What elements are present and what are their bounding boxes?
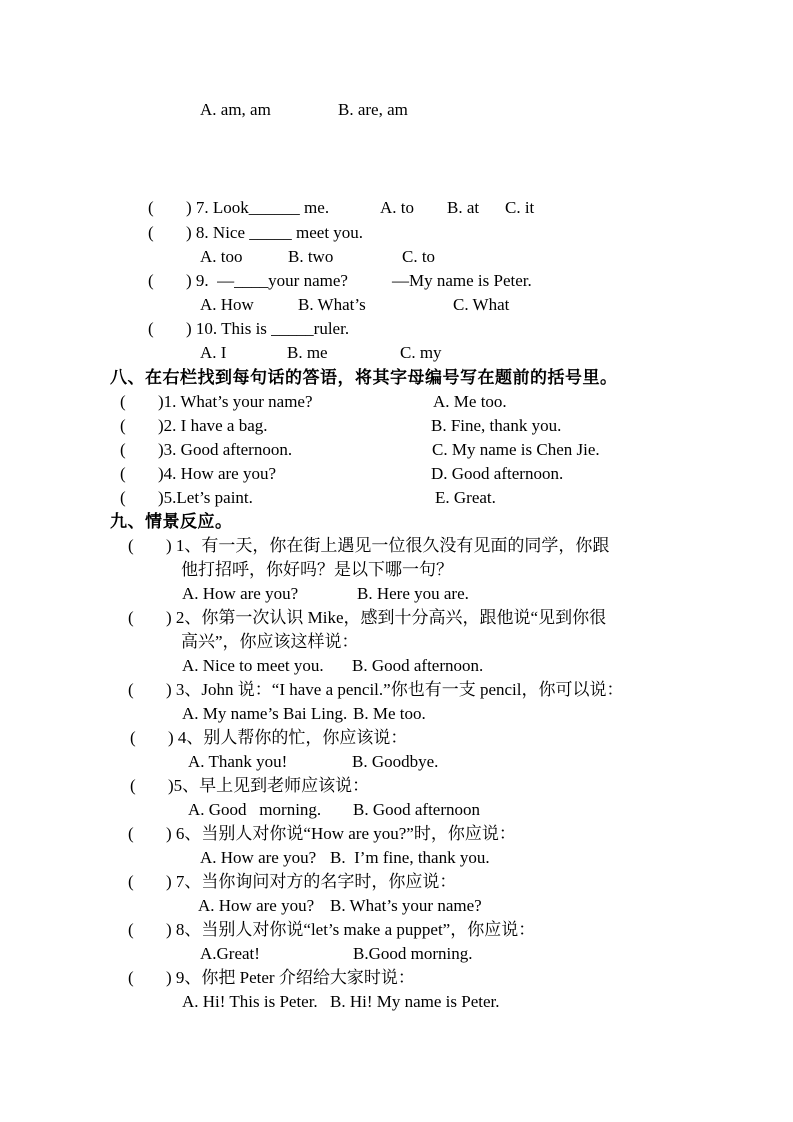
mcq-q9-option-b: B. What’s bbox=[298, 295, 366, 314]
answer-paren: ( bbox=[130, 728, 136, 747]
match-question-5: )5.Let’s paint. bbox=[158, 488, 253, 507]
situation-q5-options-line bbox=[0, 798, 793, 822]
mcq-q10-option-a: A. I bbox=[200, 343, 227, 362]
situation-q4-text: ) 4、别人帮你的忙，你应该说： bbox=[168, 728, 408, 747]
answer-paren: ( bbox=[128, 920, 134, 939]
match-answer-e: E. Great. bbox=[435, 488, 496, 507]
answer-paren: ( bbox=[120, 464, 126, 483]
match-question-4: )4. How are you? bbox=[158, 464, 277, 483]
answer-paren: ( bbox=[120, 440, 126, 459]
situation-q1-line2 bbox=[0, 558, 793, 582]
situation-q2-text-cont: 高兴”，你应该这样说： bbox=[181, 632, 359, 651]
situation-q6-option-b: B. I’m fine, thank you. bbox=[330, 848, 490, 867]
situation-q3-text: ) 3、John 说：“I have a pencil.”你也有一支 pencil，你可以说： bbox=[166, 680, 624, 699]
situation-q2-line2 bbox=[0, 630, 793, 654]
answer-paren: ( bbox=[128, 608, 134, 627]
situation-q6-line1 bbox=[0, 822, 793, 846]
answer-paren: ( bbox=[148, 223, 154, 242]
match-row-4 bbox=[0, 462, 793, 486]
answer-paren: ( bbox=[128, 824, 134, 843]
situation-q1-options-line bbox=[0, 582, 793, 606]
mcq-q10-option-c: C. my bbox=[400, 343, 442, 362]
situation-q5-option-b: B. Good afternoon bbox=[353, 800, 481, 819]
situation-q3-line1 bbox=[0, 678, 793, 702]
situation-q4-line1 bbox=[0, 726, 793, 750]
mcq-q10-option-b: B. me bbox=[287, 343, 328, 362]
situation-q9-option-b: B. Hi! My name is Peter. bbox=[330, 992, 500, 1011]
situation-q1-option-a: A. How are you? bbox=[182, 584, 299, 603]
answer-paren: ( bbox=[128, 968, 134, 987]
situation-q1-text-cont: 他打招呼，你好吗？是以下哪一句？ bbox=[181, 560, 453, 579]
answer-paren: ( bbox=[130, 776, 136, 795]
carryover-option-b: B. are, am bbox=[338, 100, 408, 119]
situation-q6-option-a: A. How are you? bbox=[200, 848, 317, 867]
situation-q9-text: ) 9、你把 Peter 介绍给大家时说： bbox=[166, 968, 415, 987]
situation-q2-text: ) 2、你第一次认识 Mike，感到十分高兴，跟他说“见到你很 bbox=[166, 608, 607, 627]
situation-q5-text: )5、早上见到老师应该说： bbox=[168, 776, 370, 795]
situation-q2-option-b: B. Good afternoon. bbox=[352, 656, 484, 675]
situation-q7-text: ) 7、当你询问对方的名字时，你应说： bbox=[166, 872, 457, 891]
situation-q9-option-a: A. Hi! This is Peter. bbox=[182, 992, 318, 1011]
situation-q1-option-b: B. Here you are. bbox=[357, 584, 469, 603]
mcq-q9-text: ) 9. —____your name? bbox=[186, 271, 348, 290]
situation-q8-text: ) 8、当别人对你说“let’s make a puppet”，你应说： bbox=[166, 920, 536, 939]
mcq-q7-line bbox=[0, 196, 793, 220]
answer-paren: ( bbox=[128, 536, 134, 555]
answer-paren: ( bbox=[148, 319, 154, 338]
section-nine-title: 九、情景反应。 bbox=[110, 512, 233, 531]
situation-q3-option-a: A. My name’s Bai Ling. bbox=[182, 704, 348, 723]
match-question-3: )3. Good afternoon. bbox=[158, 440, 293, 459]
carryover-options-line bbox=[0, 98, 793, 122]
mcq-q7-option-b: B. at bbox=[447, 198, 480, 217]
match-answer-c: C. My name is Chen Jie. bbox=[432, 440, 600, 459]
section-eight-title: 八、在右栏找到每句话的答语，将其字母编号写在题前的括号里。 bbox=[110, 368, 618, 387]
situation-q9-options-line bbox=[0, 990, 793, 1014]
match-row-5 bbox=[0, 486, 793, 510]
mcq-q8-options-line bbox=[0, 245, 793, 269]
mcq-q10-options-line bbox=[0, 341, 793, 365]
match-row-3 bbox=[0, 438, 793, 462]
situation-q5-line1 bbox=[0, 774, 793, 798]
mcq-q8-option-b: B. two bbox=[288, 247, 334, 266]
answer-paren: ( bbox=[148, 198, 154, 217]
mcq-q7-option-c: C. it bbox=[505, 198, 535, 217]
situation-q5-option-a: A. Good morning. bbox=[188, 800, 322, 819]
answer-paren: ( bbox=[120, 488, 126, 507]
mcq-q9-line bbox=[0, 269, 793, 293]
answer-paren: ( bbox=[120, 392, 126, 411]
situation-q2-option-a: A. Nice to meet you. bbox=[182, 656, 324, 675]
mcq-q9-option-c: C. What bbox=[453, 295, 510, 314]
situation-q1-text: ) 1、有一天，你在街上遇见一位很久没有见面的同学，你跟 bbox=[166, 536, 610, 555]
situation-q7-option-a: A. How are you? bbox=[198, 896, 315, 915]
match-answer-a: A. Me too. bbox=[433, 392, 507, 411]
mcq-q8-option-a: A. too bbox=[200, 247, 243, 266]
match-answer-b: B. Fine, thank you. bbox=[431, 416, 562, 435]
section-eight-title-line bbox=[0, 366, 793, 390]
match-question-1: )1. What’s your name? bbox=[158, 392, 313, 411]
match-answer-d: D. Good afternoon. bbox=[431, 464, 564, 483]
section-nine-title-line bbox=[0, 510, 793, 534]
situation-q7-line1 bbox=[0, 870, 793, 894]
situation-q8-options-line bbox=[0, 942, 793, 966]
situation-q9-line1 bbox=[0, 966, 793, 990]
mcq-q10-text: ) 10. This is _____ruler. bbox=[186, 319, 350, 338]
answer-paren: ( bbox=[148, 271, 154, 290]
situation-q3-options-line bbox=[0, 702, 793, 726]
situation-q4-options-line bbox=[0, 750, 793, 774]
mcq-q8-line bbox=[0, 221, 793, 245]
carryover-option-a: A. am, am bbox=[200, 100, 271, 119]
situation-q6-text: ) 6、当别人对你说“How are you?”时，你应说： bbox=[166, 824, 516, 843]
situation-q6-options-line bbox=[0, 846, 793, 870]
mcq-q9-options-line bbox=[0, 293, 793, 317]
mcq-q7-text: ) 7. Look______ me. bbox=[186, 198, 330, 217]
situation-q2-options-line bbox=[0, 654, 793, 678]
mcq-q8-option-c: C. to bbox=[402, 247, 436, 266]
situation-q4-option-b: B. Goodbye. bbox=[352, 752, 439, 771]
situation-q3-option-b: B. Me too. bbox=[353, 704, 426, 723]
situation-q1-line1 bbox=[0, 534, 793, 558]
situation-q8-option-a: A.Great! bbox=[200, 944, 260, 963]
match-question-2: )2. I have a bag. bbox=[158, 416, 268, 435]
situation-q7-option-b: B. What’s your name? bbox=[330, 896, 482, 915]
situation-q8-option-b: B.Good morning. bbox=[353, 944, 473, 963]
situation-q8-line1 bbox=[0, 918, 793, 942]
answer-paren: ( bbox=[128, 872, 134, 891]
answer-paren: ( bbox=[128, 680, 134, 699]
match-row-2 bbox=[0, 414, 793, 438]
mcq-q10-line bbox=[0, 317, 793, 341]
situation-q4-option-a: A. Thank you! bbox=[188, 752, 288, 771]
situation-q2-line1 bbox=[0, 606, 793, 630]
match-row-1 bbox=[0, 390, 793, 414]
mcq-q9-option-a: A. How bbox=[200, 295, 254, 314]
mcq-q7-option-a: A. to bbox=[380, 198, 414, 217]
mcq-q8-text: ) 8. Nice _____ meet you. bbox=[186, 223, 364, 242]
situation-q7-options-line bbox=[0, 894, 793, 918]
answer-paren: ( bbox=[120, 416, 126, 435]
mcq-q9-reply: —My name is Peter. bbox=[392, 271, 532, 290]
